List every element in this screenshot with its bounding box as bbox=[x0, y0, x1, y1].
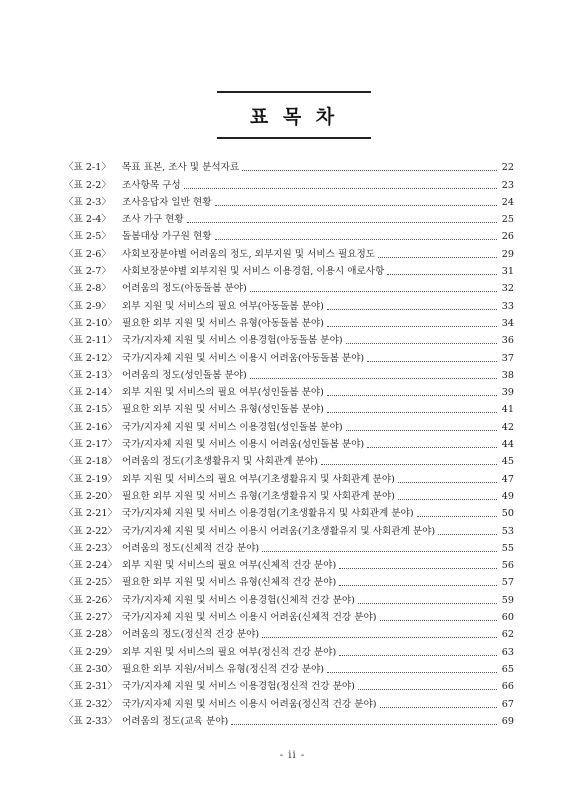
toc-leader-dots bbox=[242, 169, 497, 171]
toc-entry[interactable] bbox=[64, 486, 514, 503]
toc-entry-number: 〈표 2-29〉 bbox=[64, 646, 118, 658]
toc-entry-title: 사회보장분야별 외부지원 및 서비스 이용경험, 이용시 애로사항 bbox=[122, 266, 385, 278]
toc-entry-number: 〈표 2-15〉 bbox=[64, 404, 118, 416]
toc-leader-dots bbox=[358, 602, 497, 604]
toc-entry[interactable] bbox=[64, 468, 514, 485]
toc-entry[interactable] bbox=[64, 624, 514, 641]
toc-entry-title: 국가/지자체 지원 및 서비스 이용경험(신체적 건강 분야) bbox=[122, 594, 355, 606]
toc-entry-title: 국가/지자체 지원 및 서비스 이용경험(아동돌봄 분야) bbox=[122, 335, 343, 347]
toc-entry[interactable] bbox=[64, 313, 514, 330]
toc-entry[interactable] bbox=[64, 520, 514, 537]
toc-entry-number: 〈표 2-25〉 bbox=[64, 577, 118, 589]
toc-entry-page: 56 bbox=[501, 560, 514, 572]
toc-entry-number: 〈표 2-21〉 bbox=[64, 508, 118, 520]
toc-entry-page: 57 bbox=[501, 577, 514, 589]
toc-entry[interactable] bbox=[64, 572, 514, 589]
toc-entry-title: 어려움의 정도(아동돌봄 분야) bbox=[122, 283, 247, 295]
toc-entry-page: 44 bbox=[501, 439, 514, 451]
toc-leader-dots bbox=[378, 256, 497, 258]
toc-entry-page: 50 bbox=[501, 508, 514, 520]
toc-entry[interactable] bbox=[64, 347, 514, 364]
toc-entry-title: 국가/지자체 지원 및 서비스 이용시 어려움(성인돌봄 분야) bbox=[122, 439, 365, 451]
toc-entry[interactable] bbox=[64, 261, 514, 278]
toc-entry-number: 〈표 2-6〉 bbox=[64, 248, 111, 260]
page-title: 표 목 차 bbox=[249, 105, 339, 128]
toc-leader-dots bbox=[380, 619, 498, 621]
toc-entry-title: 조사응답자 일반 현황 bbox=[122, 196, 212, 208]
toc-entry-number: 〈표 2-23〉 bbox=[64, 542, 118, 554]
toc-entry-number: 〈표 2-26〉 bbox=[64, 594, 118, 606]
toc-entry[interactable] bbox=[64, 538, 514, 555]
toc-entry-number: 〈표 2-22〉 bbox=[64, 525, 118, 537]
toc-leader-dots bbox=[417, 515, 497, 517]
toc-entry-title: 외부 지원 및 서비스의 필요 여부(정신적 건강 분야) bbox=[122, 646, 337, 658]
toc-entry-title: 외부 지원 및 서비스의 필요 여부(아동돌봄 분야) bbox=[122, 300, 324, 312]
toc-leader-dots bbox=[398, 498, 497, 500]
toc-entry[interactable] bbox=[64, 693, 514, 710]
toc-leader-dots bbox=[215, 204, 497, 206]
toc-leader-dots bbox=[367, 446, 497, 448]
toc-entry-title: 필요한 외부 지원 및 서비스 유형(성인돌봄 분야) bbox=[122, 404, 324, 416]
toc-entry[interactable] bbox=[64, 711, 514, 728]
table-of-contents bbox=[64, 157, 514, 728]
toc-entry[interactable] bbox=[64, 192, 514, 209]
toc-entry-title: 국가/지자체 지원 및 서비스 이용시 어려움(신체적 건강 분야) bbox=[122, 612, 377, 624]
toc-entry-page: 29 bbox=[501, 248, 514, 260]
toc-entry[interactable] bbox=[64, 157, 514, 174]
toc-entry-page: 69 bbox=[501, 715, 514, 727]
toc-entry[interactable] bbox=[64, 555, 514, 572]
toc-leader-dots bbox=[327, 394, 497, 396]
toc-entry-title: 어려움의 정도(신체적 건강 분야) bbox=[122, 542, 260, 554]
toc-entry-page: 34 bbox=[501, 317, 514, 329]
toc-entry-page: 59 bbox=[501, 594, 514, 606]
toc-leader-dots bbox=[262, 636, 497, 638]
toc-entry[interactable] bbox=[64, 278, 514, 295]
toc-entry-page: 26 bbox=[501, 231, 514, 243]
toc-entry[interactable] bbox=[64, 226, 514, 243]
toc-entry-title: 국가/지자체 지원 및 서비스 이용경험(성인돌봄 분야) bbox=[122, 421, 343, 433]
toc-entry-number: 〈표 2-11〉 bbox=[64, 335, 118, 347]
toc-entry[interactable] bbox=[64, 607, 514, 624]
toc-leader-dots bbox=[327, 325, 497, 327]
toc-entry-number: 〈표 2-28〉 bbox=[64, 629, 118, 641]
toc-leader-dots bbox=[367, 360, 497, 362]
toc-entry[interactable] bbox=[64, 416, 514, 433]
toc-entry-page: 23 bbox=[501, 179, 514, 191]
toc-entry-page: 36 bbox=[501, 335, 514, 347]
toc-entry-number: 〈표 2-2〉 bbox=[64, 179, 111, 191]
toc-entry-page: 45 bbox=[501, 456, 514, 468]
toc-entry-number: 〈표 2-14〉 bbox=[64, 387, 118, 399]
toc-entry-title: 국가/지자체 지원 및 서비스 이용시 어려움(정신적 건강 분야) bbox=[122, 698, 377, 710]
toc-entry-title: 조사 가구 현황 bbox=[122, 214, 184, 226]
toc-entry-title: 어려움의 정도(교육 분야) bbox=[122, 715, 229, 727]
toc-leader-dots bbox=[339, 567, 497, 569]
toc-entry-page: 55 bbox=[501, 542, 514, 554]
toc-entry-page: 62 bbox=[501, 629, 514, 641]
toc-entry[interactable] bbox=[64, 641, 514, 658]
toc-entry[interactable] bbox=[64, 659, 514, 676]
toc-entry-page: 47 bbox=[501, 473, 514, 485]
toc-entry-title: 필요한 외부 지원 및 서비스 유형(기초생활유지 및 사회관계 분야) bbox=[122, 490, 395, 502]
toc-entry-page: 39 bbox=[501, 387, 514, 399]
toc-entry-page: 60 bbox=[501, 612, 514, 624]
toc-entry-number: 〈표 2-19〉 bbox=[64, 473, 118, 485]
toc-entry-page: 37 bbox=[501, 352, 514, 364]
toc-entry[interactable] bbox=[64, 330, 514, 347]
toc-entry-page: 24 bbox=[501, 196, 514, 208]
toc-entry-number: 〈표 2-1〉 bbox=[64, 162, 111, 174]
toc-entry-number: 〈표 2-20〉 bbox=[64, 490, 118, 502]
toc-entry[interactable] bbox=[64, 382, 514, 399]
toc-entry-number: 〈표 2-7〉 bbox=[64, 266, 111, 278]
toc-entry-number: 〈표 2-4〉 bbox=[64, 214, 111, 226]
toc-leader-dots bbox=[215, 238, 497, 240]
toc-entry-number: 〈표 2-3〉 bbox=[64, 196, 111, 208]
toc-entry[interactable] bbox=[64, 209, 514, 226]
toc-entry-number: 〈표 2-13〉 bbox=[64, 369, 118, 381]
toc-entry-page: 49 bbox=[501, 490, 514, 502]
toc-entry-page: 66 bbox=[501, 681, 514, 693]
toc-leader-dots bbox=[250, 290, 497, 292]
toc-entry-title: 필요한 외부 지원/서비스 유형(정신적 건강 분야) bbox=[122, 663, 325, 675]
toc-entry-page: 41 bbox=[501, 404, 514, 416]
toc-leader-dots bbox=[380, 706, 498, 708]
toc-entry-number: 〈표 2-32〉 bbox=[64, 698, 118, 710]
toc-leader-dots bbox=[339, 584, 497, 586]
toc-entry-page: 63 bbox=[501, 646, 514, 658]
toc-entry[interactable] bbox=[64, 399, 514, 416]
toc-entry-page: 53 bbox=[501, 525, 514, 537]
toc-entry-title: 어려움의 정도(성인돌봄 분야) bbox=[122, 369, 247, 381]
toc-leader-dots bbox=[250, 377, 497, 379]
toc-leader-dots bbox=[327, 411, 497, 413]
toc-entry[interactable] bbox=[64, 589, 514, 606]
toc-entry-title: 외부 지원 및 서비스의 필요 여부(기초생활유지 및 사회관계 분야) bbox=[122, 473, 395, 485]
toc-entry-page: 31 bbox=[501, 266, 514, 278]
toc-leader-dots bbox=[398, 481, 497, 483]
toc-entry-title: 필요한 외부 지원 및 서비스 유형(신체적 건강 분야) bbox=[122, 577, 337, 589]
toc-entry-title: 국가/지자체 지원 및 서비스 이용경험(정신적 건강 분야) bbox=[122, 681, 355, 693]
toc-entry-page: 33 bbox=[501, 300, 514, 312]
toc-leader-dots bbox=[346, 429, 497, 431]
toc-entry-number: 〈표 2-16〉 bbox=[64, 421, 118, 433]
toc-entry-title: 국가/지자체 지원 및 서비스 이용시 어려움(아동돌봄 분야) bbox=[122, 352, 365, 364]
toc-entry[interactable] bbox=[64, 434, 514, 451]
toc-leader-dots bbox=[187, 221, 497, 223]
toc-leader-dots bbox=[339, 654, 497, 656]
toc-entry[interactable] bbox=[64, 451, 514, 468]
toc-entry-title: 필요한 외부 지원 및 서비스 유형(아동돌봄 분야) bbox=[122, 317, 324, 329]
toc-entry-page: 67 bbox=[501, 698, 514, 710]
toc-entry-title: 돌봄대상 가구원 현황 bbox=[122, 231, 212, 243]
toc-entry-title: 조사항목 구성 bbox=[122, 179, 181, 191]
toc-leader-dots bbox=[346, 342, 497, 344]
toc-entry-number: 〈표 2-9〉 bbox=[64, 300, 111, 312]
toc-leader-dots bbox=[231, 723, 497, 725]
toc-leader-dots bbox=[262, 550, 497, 552]
toc-entry-title: 국가/지자체 지원 및 서비스 이용경험(기초생활유지 및 사회관계 분야) bbox=[122, 508, 414, 520]
toc-entry-number: 〈표 2-33〉 bbox=[64, 715, 118, 727]
toc-entry-title: 어려움의 정도(기초생활유지 및 사회관계 분야) bbox=[122, 456, 318, 468]
toc-entry-title: 사회보장분야별 어려움의 정도, 외부지원 및 서비스 필요정도 bbox=[122, 248, 376, 260]
toc-entry[interactable] bbox=[64, 503, 514, 520]
toc-entry-number: 〈표 2-17〉 bbox=[64, 439, 118, 451]
toc-leader-dots bbox=[358, 688, 497, 690]
toc-entry-number: 〈표 2-24〉 bbox=[64, 560, 118, 572]
toc-entry[interactable] bbox=[64, 295, 514, 312]
toc-entry-title: 어려움의 정도(정신적 건강 분야) bbox=[122, 629, 260, 641]
toc-entry[interactable] bbox=[64, 174, 514, 191]
toc-leader-dots bbox=[327, 308, 497, 310]
toc-entry-number: 〈표 2-27〉 bbox=[64, 612, 118, 624]
toc-entry[interactable] bbox=[64, 676, 514, 693]
toc-entry-number: 〈표 2-10〉 bbox=[64, 317, 118, 329]
toc-entry-page: 65 bbox=[501, 663, 514, 675]
toc-leader-dots bbox=[321, 463, 497, 465]
toc-entry-number: 〈표 2-5〉 bbox=[64, 231, 111, 243]
toc-entry-number: 〈표 2-30〉 bbox=[64, 663, 118, 675]
toc-entry[interactable] bbox=[64, 243, 514, 260]
toc-entry-number: 〈표 2-8〉 bbox=[64, 283, 111, 295]
toc-entry[interactable] bbox=[64, 365, 514, 382]
toc-entry-title: 외부 지원 및 서비스의 필요 여부(신체적 건강 분야) bbox=[122, 560, 337, 572]
toc-entry-page: 42 bbox=[501, 421, 514, 433]
toc-leader-dots bbox=[387, 273, 497, 275]
toc-entry-page: 22 bbox=[501, 162, 514, 174]
toc-leader-dots bbox=[438, 533, 497, 535]
toc-entry-title: 외부 지원 및 서비스의 필요 여부(성인돌봄 분야) bbox=[122, 387, 324, 399]
toc-leader-dots bbox=[184, 187, 497, 189]
title-box bbox=[217, 91, 371, 139]
toc-entry-page: 38 bbox=[501, 369, 514, 381]
page-footer: - ii - bbox=[279, 750, 306, 761]
toc-entry-page: 32 bbox=[501, 283, 514, 295]
toc-entry-number: 〈표 2-18〉 bbox=[64, 456, 118, 468]
toc-entry-number: 〈표 2-12〉 bbox=[64, 352, 118, 364]
toc-entry-title: 국가/지자체 지원 및 서비스 이용시 어려움(기초생활유지 및 사회관계 분야) bbox=[122, 525, 436, 537]
toc-entry-title: 목표 표본, 조사 및 분석자료 bbox=[122, 162, 240, 174]
toc-entry-page: 25 bbox=[501, 214, 514, 226]
toc-entry-number: 〈표 2-31〉 bbox=[64, 681, 118, 693]
toc-leader-dots bbox=[327, 671, 497, 673]
